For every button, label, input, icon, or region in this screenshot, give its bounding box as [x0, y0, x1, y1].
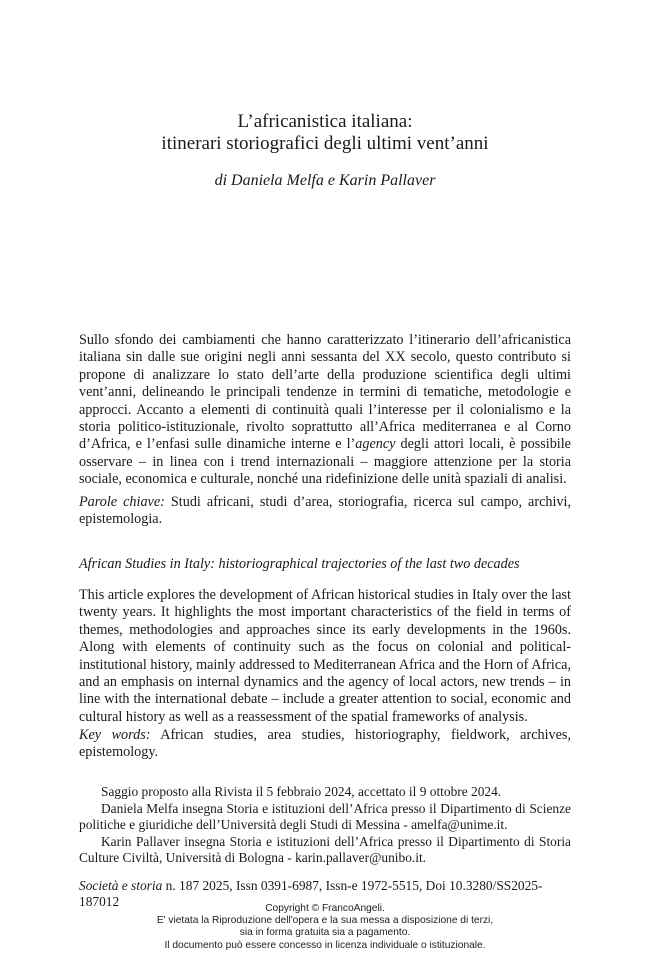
- abstract-italian: [79, 332, 571, 489]
- article-title-line-1: L’africanistica italiana:: [237, 111, 413, 132]
- copyright-line-4: Il documento può essere concesso in licenza individuale o istituzionale.: [164, 939, 486, 951]
- article-notes: [79, 784, 571, 867]
- copyright-notice: [0, 903, 650, 952]
- submission-note: Saggio proposto alla Rivista il 5 febbraio 2024, accettato il 9 ottobre 2024.: [101, 784, 502, 799]
- journal-name: Società e storia: [79, 878, 163, 893]
- keywords-italian: [79, 494, 571, 529]
- abstract-italian-agency-term: agency: [355, 436, 396, 453]
- author-note-pallaver: Karin Pallaver insegna Storia e istituzioni dell’Africa presso il Dipartimento di Storia Culture Civiltà, Università di Bologna - karin.pallaver@unibo.it.: [79, 833, 571, 866]
- copyright-line-2: E' vietata la Riproduzione dell'opera e la sua messa a disposizione di terzi,: [156, 915, 494, 927]
- author-note-melfa: Daniela Melfa insegna Storia e istituzioni dell’Africa presso il Dipartimento di Scienze politiche e giuridiche dell’Università degli Studi di Messina - amelfa@unime.it.: [79, 800, 571, 833]
- english-title: African Studies in Italy: historiographical trajectories of the last two decades: [79, 556, 520, 572]
- citation-details: n. 187 2025, Issn 0391-6987, Issn-e 1972-5515, Doi 10.3280/SS2025-187012: [79, 878, 543, 909]
- article-title-line-2: itinerari storiografici degli ultimi vent’anni: [161, 133, 489, 154]
- abstract-english: This article explores the development of African historical studies in Italy over the last twenty years. It highlights the most important characteristics of the field in terms of themes, methodologies and approaches since its early developments in the 1960s. Along with elements of continuity such as the focus on colonial and political-institutional history, mainly addressed to Mediterranean Africa and the Horn of Africa, and an emphasis on internal dynamics and the agency of local actors, new trends – in line with the international debate – include a greater attention to social, economic and cultural history as well as a reassessment of the spatial frameworks of analysis.: [79, 587, 571, 725]
- keywords-english: [79, 727, 571, 762]
- keywords-italian-label: Parole chiave:: [79, 494, 165, 510]
- keywords-english-text: African studies, area studies, historiography, fieldwork, archives, epistemology.: [79, 727, 571, 761]
- keywords-english-label: Key words:: [79, 727, 151, 743]
- abstract-italian-part-2: degli attori locali, è possibile osservare – in linea con i trend internazionali – maggiore attenzione per la storia sociale, economica e culturale, nonché una ridefinizione delle unità spaziali di analisi.: [79, 436, 571, 488]
- keywords-italian-text: Studi africani, studi d’area, storiografia, ricerca sul campo, archivi, epistemologia.: [79, 494, 571, 528]
- article-authors: di Daniela Melfa e Karin Pallaver: [214, 172, 436, 189]
- abstract-italian-part-1: Sullo sfondo dei cambiamenti che hanno caratterizzato l’itinerario dell’africanistica italiana sin dalle sue origini negli anni sessanta del XX secolo, questo contributo si propone di analizzare lo stato dell’arte della produzione scientifica degli ultimi vent’anni, delineando le principali tendenze in termini di tematiche, metodologie e approcci. Accanto a elementi di continuità quali l’interesse per il colonialismo e la storia politico-istituzionale, rivolto soprattutto all’Africa mediterranea e al Corno d’Africa, e l’enfasi sulle dinamiche interne e l’: [79, 332, 571, 453]
- copyright-line-3: sia in forma gratuita sia a pagamento.: [239, 927, 411, 939]
- copyright-line-1: Copyright © FrancoAngeli.: [265, 903, 385, 914]
